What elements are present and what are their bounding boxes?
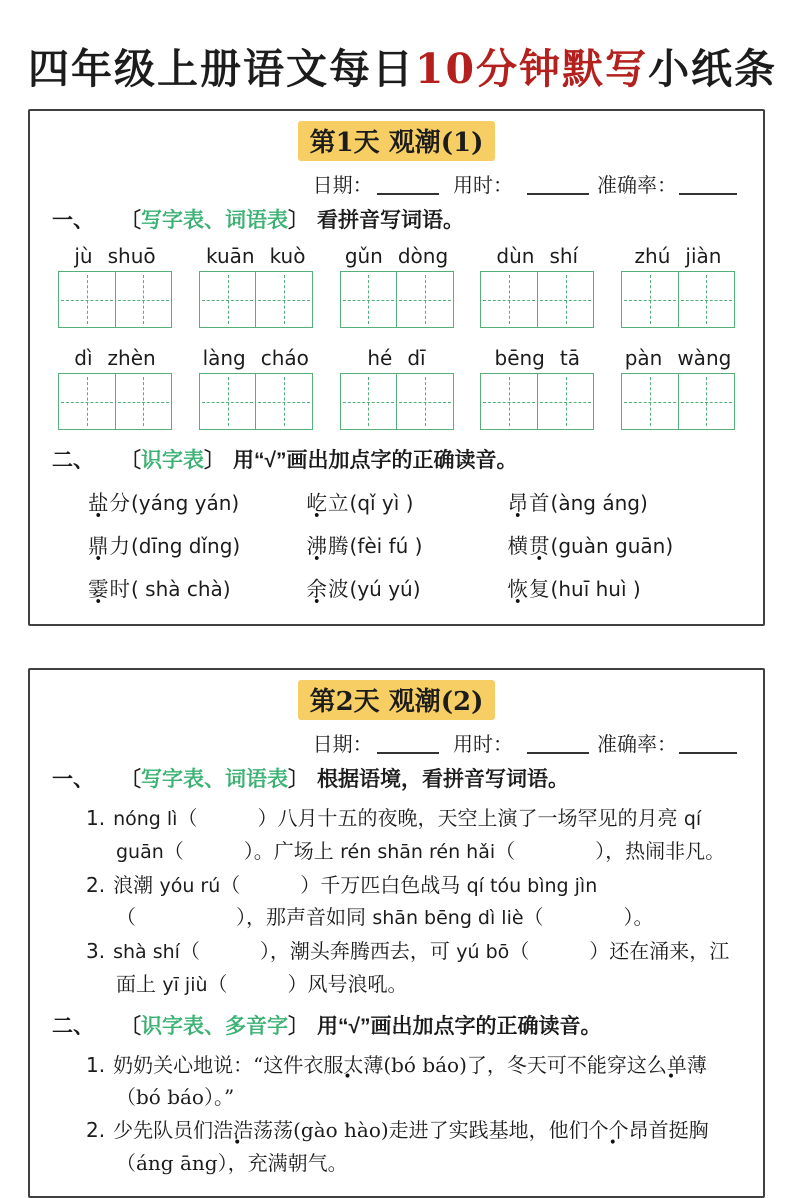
grid-dash-horizontal	[624, 402, 676, 403]
day1-title: 第1天 观潮(1)	[298, 121, 496, 161]
time-blank	[527, 175, 589, 195]
pinyin-syllable: zhú	[634, 244, 671, 268]
grid-dash-horizontal	[61, 402, 113, 403]
section-tag: 识字表、多音字	[141, 1014, 288, 1038]
character: 分	[109, 492, 131, 515]
pinyin-grid-row	[52, 240, 741, 330]
writing-cell	[622, 272, 678, 327]
bracket-open: 〔	[120, 209, 141, 232]
writing-grid	[621, 271, 735, 328]
section-number: 二、	[52, 449, 94, 472]
choice-item	[88, 572, 307, 602]
numbered-item	[86, 802, 741, 868]
writing-cell	[537, 374, 594, 429]
pinyin-options: (qǐ yì )	[349, 491, 414, 515]
dotted-character: 沸	[306, 535, 329, 558]
pinyin-syllable: shí	[549, 244, 579, 268]
pinyin-text: yī jiù	[162, 973, 208, 996]
dotted-character: 屹	[306, 492, 329, 515]
pinyin-options: (fèi fú )	[349, 534, 423, 558]
writing-cell	[396, 374, 453, 429]
grid-dash-horizontal	[202, 300, 254, 301]
time-label: 用时：	[453, 732, 513, 756]
writing-grid	[199, 373, 313, 430]
character: 腾	[328, 535, 350, 558]
section-instruction: 根据语境，看拼音写词语。	[317, 768, 569, 791]
pinyin-grid-group	[480, 346, 594, 430]
pinyin-syllable: dī	[407, 346, 426, 370]
dotted-character: 盐	[88, 492, 110, 515]
title-highlight-red: 10分钟默写	[415, 45, 649, 93]
item-number: 2.	[86, 1118, 106, 1143]
pinyin-text: shān bēng dì liè	[372, 907, 524, 930]
item-number: 2.	[86, 872, 106, 897]
day2-title: 第2天 观潮(2)	[298, 680, 496, 720]
choice-word	[307, 492, 350, 515]
context-fill-items	[52, 799, 741, 1004]
writing-grid	[199, 271, 313, 328]
choice-word	[508, 535, 551, 558]
item-number: 1.	[86, 806, 106, 830]
day1-card	[28, 109, 765, 626]
pinyin-syllable: hé	[367, 346, 393, 370]
date-blank	[377, 734, 439, 754]
dotted-character: 荡	[253, 1118, 274, 1143]
time-label: 用时：	[453, 173, 513, 197]
section-tag: 写字表、词语表	[141, 209, 288, 232]
grid-dash-horizontal	[624, 300, 676, 301]
character: 横	[507, 535, 530, 558]
pinyin-label	[496, 244, 578, 268]
sentence-text: （ ）还在涌来，江面上	[116, 939, 730, 996]
writing-grid	[58, 373, 172, 430]
pinyin-text: yóu rú	[159, 874, 221, 897]
day1-section1-head	[52, 204, 741, 234]
pinyin-grid-group	[480, 244, 594, 328]
grid-dash-horizontal	[483, 300, 535, 301]
pinyin-syllable: zhèn	[107, 346, 156, 370]
writing-cell	[678, 374, 735, 429]
pinyin-syllable: dì	[74, 346, 93, 370]
choice-item	[508, 572, 737, 602]
section-tag: 识字表	[141, 449, 204, 472]
numbered-item	[86, 935, 741, 1001]
writing-cell	[481, 374, 537, 429]
grid-dash-horizontal	[61, 300, 113, 301]
pinyin-syllable: gǔn	[344, 244, 383, 268]
pinyin-text: rén shān rén hǎi	[340, 840, 496, 863]
choice-word	[508, 492, 551, 515]
choice-item	[88, 529, 307, 559]
dotted-character: 昂	[507, 492, 530, 515]
choice-item	[307, 529, 508, 559]
choice-item	[307, 572, 508, 602]
writing-cell	[255, 272, 312, 327]
item-number: 3.	[86, 939, 106, 964]
character: 时	[109, 578, 131, 601]
pinyin-syllable: shuō	[107, 244, 156, 268]
pinyin-grid-group	[58, 346, 172, 430]
pinyin-label	[345, 244, 448, 268]
pinyin-options: (yú yú)	[349, 577, 421, 601]
sentence-text: 奶奶关心地说：“这件衣服太	[113, 1052, 364, 1077]
date-label: 日期：	[312, 173, 373, 197]
grid-dash-horizontal	[258, 300, 310, 301]
grid-dash-horizontal	[118, 402, 170, 403]
pinyin-text: shà shí	[113, 941, 180, 964]
writing-cell	[200, 272, 256, 327]
writing-cell	[59, 374, 115, 429]
sentence-text: 首挺胸（áng āng），充满朝气。	[116, 1118, 709, 1175]
writing-grid	[58, 271, 172, 328]
numbered-item	[86, 1049, 741, 1114]
writing-cell	[622, 374, 678, 429]
grid-dash-horizontal	[399, 300, 451, 301]
choice-word	[307, 578, 350, 601]
pinyin-options: (huī huì )	[550, 577, 641, 601]
grid-dash-horizontal	[343, 402, 395, 403]
pinyin-syllable: tā	[559, 346, 580, 370]
sentence-text: （ ），热闹非凡。	[495, 838, 726, 863]
writing-grid	[621, 373, 735, 430]
pinyin-grid-group	[621, 244, 735, 328]
sentence-text: (bó báo)了，冬天可不能穿这么单	[383, 1052, 687, 1077]
writing-cell	[115, 272, 172, 327]
day2-card-header	[52, 680, 741, 720]
pinyin-syllable: kuān	[206, 244, 255, 268]
day1-meta-line	[52, 169, 737, 198]
time-blank	[527, 734, 589, 754]
pinyin-syllable: dòng	[397, 244, 449, 268]
section-instruction: 用“√”画出加点字的正确读音。	[233, 449, 518, 472]
pinyin-label	[74, 244, 155, 268]
bracket-close: 〕	[204, 449, 225, 472]
character: 力	[109, 535, 131, 558]
sentence-text: （ ），那声音如同	[116, 905, 373, 930]
section-tag: 写字表、词语表	[141, 768, 288, 791]
choice-word	[307, 535, 350, 558]
pinyin-grid-group	[621, 346, 735, 430]
sentence-text: （ ）。	[523, 905, 654, 930]
grid-dash-horizontal	[343, 300, 395, 301]
pinyin-label	[495, 346, 580, 370]
accuracy-label: 准确率：	[597, 732, 677, 756]
pinyin-grid-rows	[52, 240, 741, 432]
writing-cell	[537, 272, 594, 327]
choice-item	[508, 529, 737, 559]
grid-dash-horizontal	[540, 402, 592, 403]
sentence-text: （ ）风号浪吼。	[207, 971, 408, 996]
grid-dash-horizontal	[258, 402, 310, 403]
sentence-text: （ ），潮头奔腾西去，可	[179, 939, 457, 964]
dotted-character: 昂	[628, 1118, 649, 1143]
dotted-character: 鼎	[88, 535, 110, 558]
day1-card-header	[52, 121, 741, 161]
dotted-character: 霎	[88, 578, 110, 601]
pinyin-options: ( shà chà)	[131, 577, 231, 601]
section-number: 一、	[52, 209, 94, 232]
accuracy-blank	[679, 734, 737, 754]
dotted-character: 恢	[507, 578, 530, 601]
section-instruction: 用“√”画出加点字的正确读音。	[317, 1014, 602, 1038]
dotted-character: 余	[306, 578, 329, 601]
pinyin-label	[625, 346, 732, 370]
choice-word	[508, 578, 551, 601]
pinyin-grid-group	[340, 244, 454, 328]
day2-section1-head	[52, 763, 741, 793]
bracket-close: 〕	[288, 1014, 309, 1038]
day1-section2-head	[52, 444, 741, 474]
pronunciation-sentence-items	[52, 1046, 741, 1183]
writing-cell	[341, 374, 397, 429]
pinyin-grid-row	[52, 342, 741, 432]
writing-cell	[341, 272, 397, 327]
bracket-open: 〔	[120, 449, 141, 472]
pinyin-syllable: kuò	[269, 244, 306, 268]
numbered-item	[86, 1114, 741, 1179]
choice-item	[307, 486, 508, 516]
grid-dash-horizontal	[540, 300, 592, 301]
sentence-text: 荡(gào hào)走进了实践基地，他们个个	[273, 1118, 629, 1143]
writing-cell	[59, 272, 115, 327]
day2-card	[28, 668, 765, 1198]
grid-dash-horizontal	[483, 402, 535, 403]
writing-cell	[396, 272, 453, 327]
writing-cell	[481, 272, 537, 327]
pinyin-text: qí tóu bìng jìn	[466, 874, 598, 897]
character: 波	[328, 578, 350, 601]
pinyin-grid-group	[199, 244, 313, 328]
pinyin-syllable: jiàn	[685, 244, 722, 268]
sentence-text: （bó báo）。”	[116, 1084, 235, 1109]
day2-section2-head	[52, 1010, 741, 1040]
item-number: 1.	[86, 1052, 106, 1077]
numbered-item	[86, 869, 741, 935]
writing-grid	[480, 373, 594, 430]
bracket-close: 〕	[288, 209, 309, 232]
character: 复	[529, 578, 551, 601]
grid-dash-horizontal	[202, 402, 254, 403]
pinyin-options: (guàn guān)	[550, 534, 674, 558]
writing-cell	[678, 272, 735, 327]
section-instruction: 看拼音写词语。	[317, 209, 464, 232]
choice-word	[88, 578, 131, 601]
writing-cell	[200, 374, 256, 429]
date-blank	[377, 175, 439, 195]
choice-item	[88, 486, 307, 516]
pinyin-options: (yáng yán)	[131, 491, 240, 515]
bracket-open: 〔	[120, 768, 141, 791]
pinyin-options: (àng áng)	[550, 491, 648, 515]
dotted-character: 薄	[363, 1052, 384, 1077]
grid-dash-horizontal	[118, 300, 170, 301]
writing-grid	[480, 271, 594, 328]
title-prefix: 四年级上册语文每日	[28, 45, 415, 93]
grid-dash-horizontal	[681, 300, 733, 301]
day2-meta-line	[52, 728, 737, 757]
page-title	[28, 36, 778, 95]
sentence-text: 少先队员们浩浩	[113, 1118, 254, 1143]
dotted-character: 薄	[686, 1052, 707, 1077]
pinyin-syllable: dùn	[496, 244, 535, 268]
pinyin-syllable: bēng	[494, 346, 545, 370]
pinyin-syllable: pàn	[624, 346, 663, 370]
pinyin-options: (dīng dǐng)	[131, 534, 241, 558]
sentence-text: 浪潮	[113, 872, 160, 897]
pinyin-syllable: cháo	[260, 346, 309, 370]
pinyin-grid-group	[340, 346, 454, 430]
section-number: 二、	[52, 1014, 94, 1038]
pinyin-grid-group	[199, 346, 313, 430]
pinyin-text: nóng lì	[113, 808, 178, 830]
section-number: 一、	[52, 768, 94, 791]
accuracy-label: 准确率：	[597, 173, 677, 197]
title-suffix: 小纸条	[648, 45, 778, 93]
grid-dash-horizontal	[399, 402, 451, 403]
pinyin-syllable: làng	[202, 346, 246, 370]
pinyin-text: qí guān	[116, 808, 702, 863]
choice-item	[508, 486, 737, 516]
pronunciation-choices	[52, 480, 741, 610]
pinyin-label	[206, 244, 305, 268]
pinyin-label	[367, 346, 425, 370]
grid-dash-horizontal	[681, 402, 733, 403]
pinyin-text: yú bō	[456, 941, 510, 964]
bracket-open: 〔	[120, 1014, 141, 1038]
character: 立	[328, 492, 350, 515]
pinyin-syllable: wàng	[677, 346, 732, 370]
pinyin-grid-group	[58, 244, 172, 328]
pinyin-label	[635, 244, 722, 268]
character: 首	[529, 492, 551, 515]
choice-word	[88, 535, 131, 558]
sentence-text: （ ）八月十五的夜晚，天空上演了一场罕见的月亮	[177, 806, 684, 830]
pinyin-label	[74, 346, 155, 370]
dotted-character: 贯	[529, 535, 551, 558]
writing-grid	[340, 373, 454, 430]
bracket-close: 〕	[288, 768, 309, 791]
writing-cell	[115, 374, 172, 429]
writing-cell	[255, 374, 312, 429]
pinyin-syllable: jù	[74, 244, 93, 268]
pinyin-label	[203, 346, 309, 370]
sentence-text: （ ）千万匹白色战马	[220, 872, 467, 897]
accuracy-blank	[679, 175, 737, 195]
sentence-text: （ ）。广场上	[163, 838, 341, 863]
choice-word	[88, 492, 131, 515]
date-label: 日期：	[312, 732, 373, 756]
writing-grid	[340, 271, 454, 328]
